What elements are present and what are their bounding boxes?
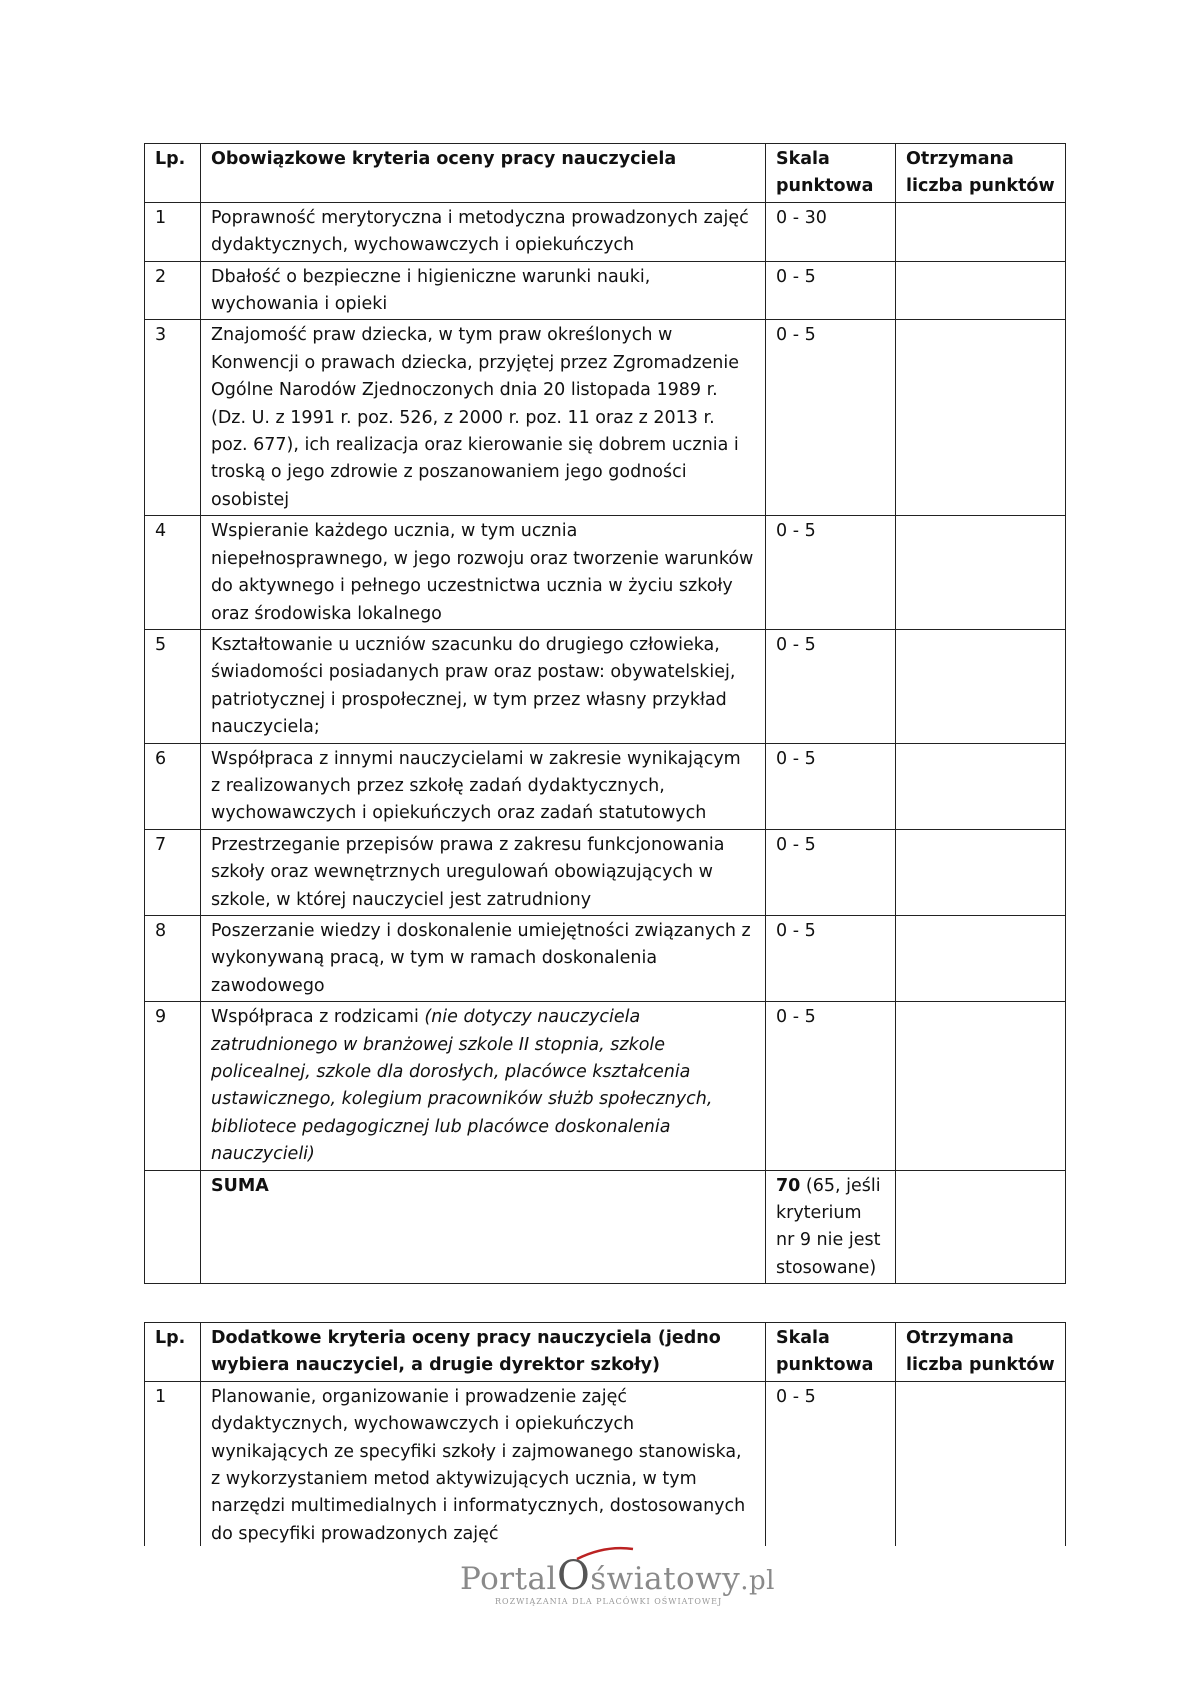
sum-label: SUMA	[201, 1170, 766, 1284]
row-criterion: Znajomość praw dziecka, w tym praw określonych w Konwencji o prawach dziecka, przyjętej przez Zgromadzenie Ogólne Narodów Zjednoczonych dnia 20 listopada 1989 r. (Dz. U. z 1991 r. poz. 526, z 2000 r. poz. 11 oraz z 2013 r. poz. 677), ich realizacja oraz kierowanie się dobrem ucznia i troską o jego zdrowie z poszanowaniem jego godności osobistej	[201, 320, 766, 516]
header-scale: Skala punktowa	[766, 1323, 896, 1382]
swoosh-icon	[575, 1543, 635, 1563]
row-lp: 1	[145, 1381, 201, 1546]
header-points: Otrzymana liczba punktów	[896, 144, 1066, 203]
row-scale: 0 - 5	[766, 829, 896, 915]
row-scale: 0 - 5	[766, 743, 896, 829]
row-scale: 0 - 5	[766, 1002, 896, 1170]
row-criterion: Przestrzeganie przepisów prawa z zakresu funkcjonowania szkoły oraz wewnętrznych uregulowań obowiązujących w szkole, w której nauczyciel jest zatrudniony	[201, 829, 766, 915]
sum-max-points: 70	[776, 1175, 801, 1196]
row-lp: 9	[145, 1002, 201, 1170]
logo-portal: Portal	[460, 1561, 557, 1597]
header-criteria: Obowiązkowe kryteria oceny pracy nauczyciela	[201, 144, 766, 203]
row-scale: 0 - 30	[766, 202, 896, 261]
header-points: Otrzymana liczba punktów	[896, 1323, 1066, 1382]
row-scale: 0 - 5	[766, 1381, 896, 1546]
logo-tagline: ROZWIĄZANIA DLA PLACÓWKI OŚWIATOWEJ	[495, 1597, 723, 1606]
row-lp: 8	[145, 915, 201, 1001]
row-lp: 7	[145, 829, 201, 915]
additional-criteria-table	[144, 1322, 1066, 1546]
row-lp: 5	[145, 629, 201, 743]
header-lp: Lp.	[145, 1323, 201, 1382]
header-scale: Skala punktowa	[766, 144, 896, 203]
row-lp: 3	[145, 320, 201, 516]
criterion-italic-note: (nie dotyczy nauczyciela zatrudnionego w branżowej szkole II stopnia, szkole policealnej, szkole dla dorosłych, placówce kształcenia ustawicznego, kolegium pracowników służb społecznych, bibliotece pedagogicznej lub placówce doskonalenia nauczycieli)	[211, 1007, 713, 1165]
row-scale: 0 - 5	[766, 915, 896, 1001]
row-criterion: Kształtowanie u uczniów szacunku do drugiego człowieka, świadomości posiadanych praw oraz postaw: obywatelskiej, patriotycznej i prospołecznej, w tym przez własny przykład nauczyciela;	[201, 629, 766, 743]
row-lp: 4	[145, 516, 201, 630]
row-scale: 0 - 5	[766, 261, 896, 320]
row-lp: 1	[145, 202, 201, 261]
criterion-plain-text: Współpraca z rodzicami	[211, 1007, 425, 1028]
row-scale: 0 - 5	[766, 320, 896, 516]
row-criterion: Dbałość o bezpieczne i higieniczne warunki nauki, wychowania i opieki	[201, 261, 766, 320]
row-criterion: Planowanie, organizowanie i prowadzenie zajęć dydaktycznych, wychowawczych i opiekuńczych wynikających ze specyfiki szkoły i zajmowanego stanowiska, z wykorzystaniem metod aktywizujących ucznia, w tym narzędzi multimedialnych i informatycznych, dostosowanych do specyfiki prowadzonych zajęć	[201, 1381, 766, 1546]
logo-o: O	[556, 1553, 591, 1599]
logo-pl: .pl	[740, 1566, 775, 1596]
row-scale: 0 - 5	[766, 516, 896, 630]
row-points-cell[interactable]	[896, 1381, 1066, 1546]
row-criterion: Wspieranie każdego ucznia, w tym ucznia niepełnosprawnego, w jego rozwoju oraz tworzenie warunków do aktywnego i pełnego uczestnictwa ucznia w życiu szkoły oraz środowiska lokalnego	[201, 516, 766, 630]
row-criterion: Poprawność merytoryczna i metodyczna prowadzonych zajęć dydaktycznych, wychowawczych i opiekuńczych	[201, 202, 766, 261]
row-criterion: Współpraca z innymi nauczycielami w zakresie wynikającym z realizowanych przez szkołę zadań dydaktycznych, wychowawczych i opiekuńczych oraz zadań statutowych	[201, 743, 766, 829]
portal-oswiatowy-logo	[460, 1553, 775, 1613]
row-criterion: Poszerzanie wiedzy i doskonalenie umiejętności związanych z wykonywaną pracą, w tym w ramach doskonalenia zawodowego	[201, 915, 766, 1001]
row-lp: 6	[145, 743, 201, 829]
header-criteria: Dodatkowe kryteria oceny pracy nauczyciela (jedno wybiera nauczyciel, a drugie dyrektor szkoły)	[201, 1323, 766, 1382]
table-header-row	[145, 1323, 1066, 1382]
table-row	[145, 1381, 1066, 1546]
sum-note: (65, jeśli kryterium nr 9 nie jest stosowane)	[776, 1175, 881, 1278]
header-lp: Lp.	[145, 144, 201, 203]
row-scale: 0 - 5	[766, 629, 896, 743]
logo-swiatowy: światowy	[590, 1561, 741, 1597]
row-lp: 2	[145, 261, 201, 320]
